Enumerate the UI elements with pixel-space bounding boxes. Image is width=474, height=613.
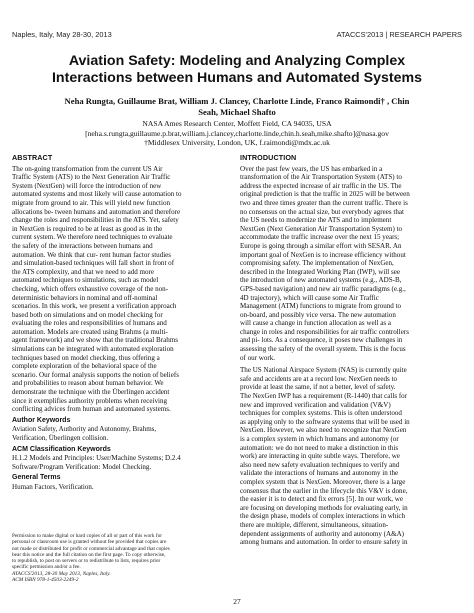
- intro-line: change in roles and responsibilities for air traffic controllers: [240, 327, 409, 336]
- acm-line: H.1.2 Models and Principles: User/Machine Systems; D.2.4: [12, 454, 181, 463]
- permission-line: specific permission and/or a fee.: [12, 564, 81, 571]
- intro-line: there are multiple, different, simultaneous, situation-: [240, 520, 389, 529]
- abstract-line: migrate from ground to air. This will yield new function: [12, 198, 171, 207]
- permission-line: personal or classroom use is granted without fee provided that copies are: [12, 539, 167, 546]
- permission-notice: [12, 533, 226, 583]
- intro-line: accommodate the traffic increase over the next 15 years;: [240, 233, 400, 242]
- intro-line: the easier it is to detect and fix errors [5]. In our work, we: [240, 495, 404, 504]
- abstract-line: and probabilities to reason about human behavior. We: [12, 379, 164, 388]
- intro-line: The NexGen IWP has a requirement (R-1440) that calls for: [240, 392, 408, 401]
- introduction-paragraph-2: [240, 366, 458, 546]
- intro-line: are focusing on developing methods for evaluating early, in: [240, 503, 408, 512]
- general-terms-line: Human Factors, Verification.: [12, 482, 94, 491]
- intro-line: among humans and automation. In order to ensure safety in: [240, 538, 408, 547]
- intro-line: address the expected increase of air traffic in the US. The: [240, 181, 402, 190]
- acm-classification-heading: ACM Classification Keywords: [12, 445, 111, 453]
- author-line: Neha Rungta, Guillaume Brat, William J. Clancey, Charlotte Linde, Franco Raimondi† , Chin: [64, 96, 410, 106]
- general-terms-body: [12, 483, 226, 492]
- intro-line: of our work.: [240, 353, 276, 362]
- abstract-line: System (NextGen) will force the introduction of new: [12, 181, 162, 190]
- intro-line: compromising safety. The implementation of NexGen,: [240, 259, 394, 268]
- abstract-line: simulations can be integrated with automated exploration: [12, 345, 174, 354]
- acm-classification-body: [12, 454, 226, 471]
- abstract-line: the ATS complexity, and that we need to add more: [12, 267, 155, 276]
- abstract-line: demonstrate the technique with the Überlingen accident: [12, 388, 170, 397]
- abstract-line: change the roles and responsibilities in the ATS. Yet, safety: [12, 216, 179, 225]
- intro-line: provide at least the same, if not a better, level of safety.: [240, 383, 396, 392]
- right-column: [240, 154, 458, 547]
- intro-line: no consensus on the actual size, but everybody agrees that: [240, 207, 404, 216]
- abstract-line: Traffic System (ATS) to the Next Generation Air Traffic: [12, 173, 171, 182]
- header-venue-location: Naples, Italy, May 28-30, 2013: [12, 30, 112, 39]
- paper-title: [12, 53, 462, 87]
- intro-line: complex system that is NexGen. Moreover, there is a large: [240, 477, 406, 486]
- intro-line: Management (ATM) functions to migrate from ground to: [240, 302, 402, 311]
- intro-line: assessing the safety of the overall system. This is the focus: [240, 345, 406, 354]
- intro-line: and pi- lots. As a consequence, it poses new challenges in: [240, 336, 403, 345]
- intro-line: as applying only to the software systems that will be used in: [240, 417, 410, 426]
- intro-line: work) are interacting in quite subtle ways. Therefore, we: [240, 452, 400, 461]
- intro-line: NexGen. However, we also need to recognize that NexGen: [240, 426, 407, 435]
- intro-line: described in the Integrated Working Plan (IWP), will see: [240, 267, 400, 276]
- abstract-line: and simulation-based techniques will fall short in front of: [12, 259, 175, 268]
- abstract-line: scenarios. In this work, we present a verification approach: [12, 302, 177, 311]
- affiliations: [20, 119, 454, 148]
- intro-line: Over the past few years, the US has embarked in a: [240, 164, 383, 173]
- abstract-line: automation. We think that cur- rent human factor studies: [12, 250, 172, 259]
- intro-line: automation: we do not need to make a distinction in this: [240, 443, 399, 452]
- intro-line: new and improved verification and validation (V&V): [240, 400, 391, 409]
- intro-line: techniques for complex systems. This is often understood: [240, 409, 402, 418]
- abstract-line: the safety of the interactions between humans and: [12, 241, 153, 250]
- intro-line: validate the interactions of humans and autonomy in the: [240, 469, 399, 478]
- affiliation-emails: [neha.s.rungta,guillaume.p.brat,william.j.clancey,charlotte.linde,chin.h.seah,mike.shafto]@nasa.gov: [85, 128, 389, 138]
- author-keywords-heading: Author Keywords: [12, 416, 71, 424]
- intro-line: also need new safety evaluation techniques to verify and: [240, 460, 400, 469]
- isbn-line: ACM ISBN 978-1-4503-2249-2: [12, 577, 79, 584]
- permission-line: not made or distributed for profit or commercial advantage and that copies: [12, 545, 170, 552]
- intro-line: on-board, and possibly vice versa. The new automation: [240, 310, 396, 319]
- introduction-paragraph-1: [240, 165, 458, 363]
- permission-line: bear this notice and the full citation on the first page. To copy otherwise,: [12, 551, 166, 558]
- abstract-line: checking, which offers exhaustive coverage of the non-: [12, 284, 169, 293]
- abstract-line: scenario. Our formal analysis supports the notion of beliefs: [12, 370, 179, 379]
- left-column: [12, 154, 226, 492]
- intro-line: is a complex system in which humans and autonomy (or: [240, 435, 399, 443]
- intro-line: dependent assignments of authority and autonomy (A&A): [240, 529, 405, 538]
- abstract-line: automation. Models are created using Brahms (a multi-: [12, 327, 168, 336]
- intro-line: the introduction of new automated systems (e.g., ADS-B,: [240, 276, 402, 285]
- abstract-line: automated techniques to simulations, such as model: [12, 276, 159, 285]
- author-list: [20, 96, 454, 117]
- abstract-line: current system. We therefore need techniques to evaluate: [12, 233, 173, 242]
- abstract-line: conflicting advices from human and automated systems.: [12, 405, 171, 414]
- intro-line: will cause a change in function allocation as well as a: [240, 319, 392, 328]
- intro-line: 4D trajectory), which will cause some Air Traffic: [240, 293, 379, 302]
- header-conference-name: ATACCS'2013 | RESEARCH PAPERS: [336, 30, 462, 39]
- author-line: Seah, Michael Shafto: [198, 106, 276, 117]
- abstract-heading: ABSTRACT: [12, 153, 53, 162]
- affiliation-line: NASA Ames Research Center, Moffett Field, CA 94035, USA: [142, 119, 332, 128]
- abstract-line: deterministic behaviors in nominal and off-nominal: [12, 293, 158, 302]
- intro-line: the US needs to modernize the ATS and to implement: [240, 216, 392, 225]
- title-line: Interactions between Humans and Automated Systems: [51, 70, 422, 86]
- running-header: [12, 30, 462, 40]
- intro-line: consensus that the earlier in the lifecycle this V&V is done,: [240, 486, 408, 495]
- abstract-line: techniques based on model checking, thus offering a: [12, 353, 160, 362]
- abstract-line: allocations be- tween humans and automation and therefore: [12, 207, 181, 216]
- abstract-line: evaluating the roles and responsibilities of humans and: [12, 319, 167, 328]
- keywords-line: Verification, Überlingen collision.: [12, 434, 109, 442]
- intro-line: GPS-based navigation) and new air traffic paradigms (e.g.,: [240, 284, 406, 293]
- affiliation-line: †Middlesex University, London, UK, f.raimondi@mdx.ac.uk: [144, 138, 330, 148]
- intro-line: transformation of the Air Transportation System (ATS) to: [240, 173, 402, 182]
- abstract-body: [12, 165, 226, 414]
- intro-line: original prediction is that the traffic in 2025 will be between: [240, 190, 410, 199]
- abstract-line: since it exemplifies authority problems when receiving: [12, 396, 167, 405]
- author-keywords-body: [12, 425, 226, 442]
- intro-line: the design phase, models of complex interactions in which: [240, 512, 405, 521]
- conference-citation: ATACCS'2013, 28-30 May 2013, Naples, Italy.: [12, 570, 111, 577]
- acm-line: Software/Program Verification: Model Checking.: [12, 462, 152, 471]
- intro-line: The US National Airspace System (NAS) is currently quite: [240, 366, 407, 375]
- intro-line: two and three times greater than the current traffic. There is: [240, 198, 408, 207]
- permission-line: to republish, to post on servers or to redistribute to lists, requires prior: [12, 558, 161, 565]
- abstract-line: based both on simulations and on model checking for: [12, 310, 163, 319]
- abstract-line: The on-going transformation from the current US Air: [12, 164, 163, 173]
- page-number: 27: [233, 597, 241, 606]
- abstract-line: automated systems and most likely will cause automation to: [12, 190, 182, 199]
- intro-line: important goal of NexGen is to increase efficiency without: [240, 250, 406, 259]
- general-terms-heading: General Terms: [12, 474, 61, 482]
- keywords-line: Aviation Safety, Authority and Autonomy, Brahms,: [12, 425, 157, 434]
- title-line: Aviation Safety: Modeling and Analyzing Complex: [68, 53, 406, 69]
- intro-line: Europe is going through a similar effort with SESAR. An: [240, 241, 402, 250]
- abstract-line: agent framework) and we show that the traditional Brahms: [12, 336, 178, 345]
- intro-line: NextGen (Next Generation Air Transportation System) to: [240, 224, 403, 233]
- abstract-line: in NextGen is required to be at least as good as in the: [12, 224, 163, 233]
- intro-line: safe and accidents are at a record low. NexGen needs to: [240, 374, 398, 383]
- abstract-line: complete exploration of the behavioral space of the: [12, 362, 157, 371]
- permission-line: Permission to make digital or hard copies of all or part of this work for: [12, 533, 163, 539]
- introduction-heading: INTRODUCTION: [240, 153, 297, 162]
